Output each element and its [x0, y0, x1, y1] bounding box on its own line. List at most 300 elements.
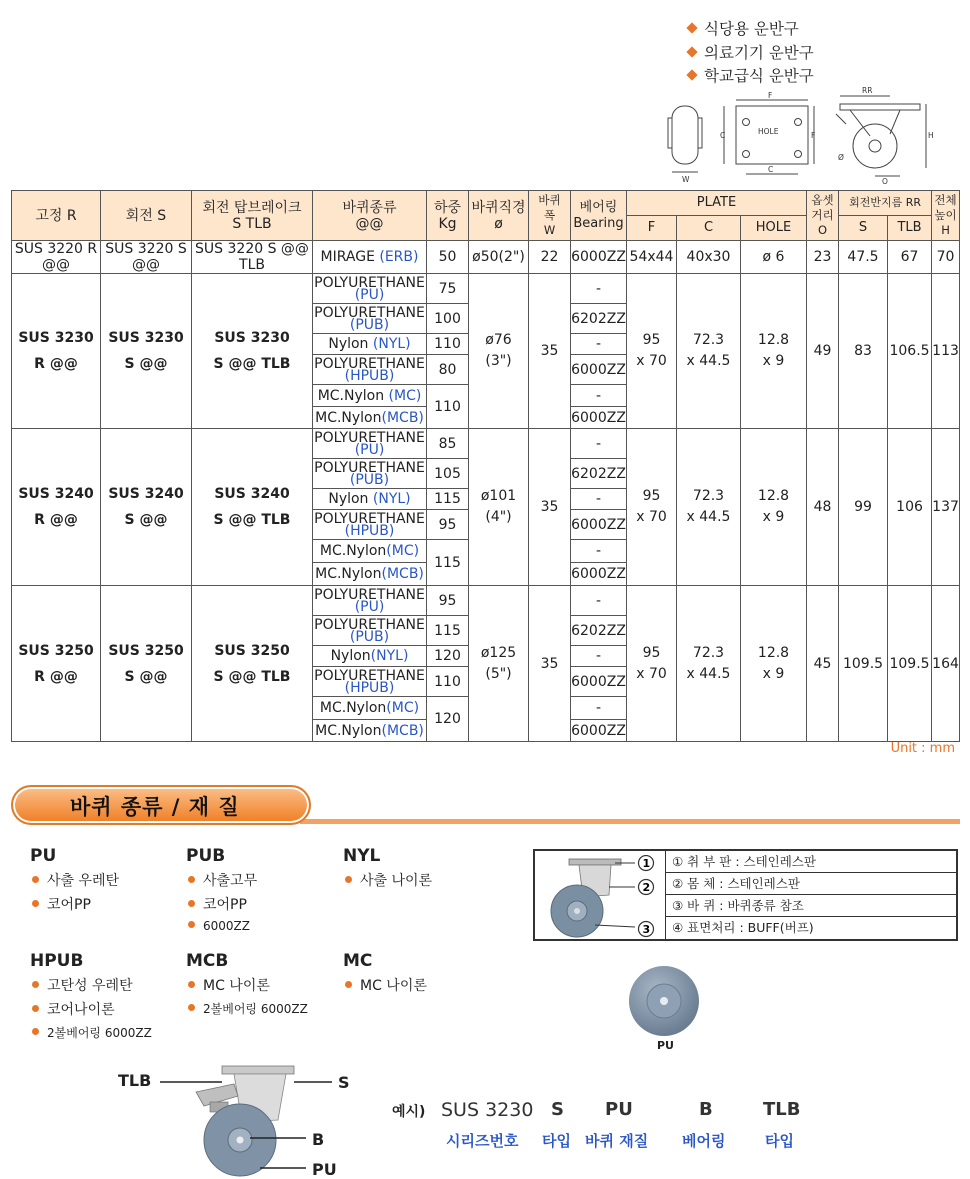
height-cell: 113: [932, 274, 960, 429]
header-plate-c: C: [677, 216, 741, 241]
radius-tlb-cell: 106.5: [888, 274, 932, 429]
wheel-name: POLYURETHANE: [314, 304, 425, 321]
header-wheel-type-code: @@: [355, 215, 384, 232]
bullet-icon: [188, 876, 195, 883]
plate-hole-1: 12.8: [757, 644, 790, 661]
header-height-1: 전체: [934, 193, 957, 207]
spec-table: [11, 190, 960, 742]
f-dim-label: F: [768, 91, 773, 100]
wheel-code: (NYL): [372, 491, 411, 507]
offset-cell: 48: [807, 429, 839, 586]
header-height: [932, 191, 960, 241]
material-code: PUB: [186, 846, 226, 866]
model-suffix: R @@: [34, 668, 78, 685]
model-code: SUS 3250: [108, 642, 184, 659]
callout-s: S: [338, 1073, 350, 1092]
material-code: MCB: [186, 951, 229, 971]
c-bottom-label: C: [768, 165, 774, 174]
model-suffix: R @@: [34, 512, 78, 528]
plate-c-cell: 40x30: [677, 241, 741, 274]
radius-tlb-cell: 67: [888, 241, 932, 274]
load-cell: 115: [427, 616, 469, 646]
plate-c-2: x 44.5: [686, 353, 731, 369]
bearing-cell: -: [571, 429, 627, 459]
plate-f-2: x 70: [636, 509, 667, 525]
material-pub: [186, 846, 257, 933]
diameter-value: ø125: [480, 644, 517, 661]
example-wheel: PU: [605, 1099, 633, 1120]
wheel-name: MC.Nylon: [315, 722, 382, 739]
plate-f-2: x 70: [636, 665, 667, 682]
height-cell: 164: [932, 586, 960, 742]
wheel-name: POLYURETHANE: [314, 459, 425, 476]
load-cell: 115: [427, 540, 469, 586]
model-code: SUS 3250: [18, 642, 94, 659]
wheel-cell: [313, 241, 427, 274]
header-plate-f: F: [627, 216, 677, 241]
wheel-cell: [313, 667, 427, 697]
model-s-cell: [101, 274, 192, 429]
material-item: 6000ZZ: [186, 919, 257, 933]
header-wheel-type: [313, 191, 427, 241]
model-tlb-cell: [192, 586, 313, 742]
wheel-cell: [313, 304, 427, 334]
header-radius-s: S: [839, 216, 888, 241]
bullet-icon: [32, 900, 39, 907]
header-offset: [807, 191, 839, 241]
material-item: 코어나이론: [30, 999, 152, 1019]
unit-note: Unit : mm: [890, 741, 955, 756]
bearing-cell: 6000ZZ: [571, 510, 627, 540]
header-plate: PLATE: [627, 191, 807, 216]
header-load-unit: Kg: [438, 215, 457, 232]
wheel-name: Nylon: [328, 336, 369, 352]
caster-dimension-drawing: [660, 84, 960, 184]
diameter-value: ø101: [480, 488, 517, 504]
header-swivel: 회전 S: [101, 191, 192, 241]
diameter-cell: [469, 274, 529, 429]
diameter-cell: ø50(2"): [469, 241, 529, 274]
material-item: 사출 나이론: [343, 870, 432, 890]
load-cell: 115: [427, 489, 469, 510]
load-cell: 120: [427, 646, 469, 667]
material-item: 2볼베어링 6000ZZ: [186, 1000, 308, 1017]
material-mc: [343, 951, 427, 995]
plate-hole-cell: [741, 274, 807, 429]
use-list: [683, 18, 814, 89]
radius-tlb-cell: 106: [888, 429, 932, 586]
use-item: 학교급식 운반구: [683, 65, 814, 89]
height-cell: 70: [932, 241, 960, 274]
material-hpub: [30, 951, 152, 1041]
wheel-name: POLYURETHANE: [314, 429, 425, 446]
table-row: [12, 586, 960, 616]
diameter-inch: (4"): [485, 509, 512, 525]
wheel-code: (HPUB): [344, 522, 395, 539]
header-diameter-sym: ø: [494, 215, 503, 232]
bullet-icon: [345, 876, 352, 883]
bearing-cell: 6202ZZ: [571, 459, 627, 489]
material-item: 사출 우레탄: [30, 870, 119, 890]
diameter-inch: (5"): [485, 665, 512, 682]
wheel-cell: [313, 407, 427, 429]
header-bearing-label: 베어링: [579, 199, 618, 215]
example-series-desc: 시리즈번호: [446, 1132, 519, 1150]
wheel-code: (MCB): [381, 566, 424, 582]
bearing-cell: -: [571, 385, 627, 407]
wheel-cell: [313, 563, 427, 586]
plate-f-cell: [627, 586, 677, 742]
model-suffix: S @@ TLB: [213, 512, 291, 528]
plate-c-cell: [677, 429, 741, 586]
bearing-cell: -: [571, 697, 627, 720]
load-cell: 75: [427, 274, 469, 304]
wheel-cell: [313, 274, 427, 304]
header-bearing-en: Bearing: [573, 215, 624, 231]
plate-c-1: 72.3: [692, 332, 725, 348]
use-item: 식당용 운반구: [683, 18, 814, 42]
radius-s-cell: 99: [839, 429, 888, 586]
plate-f-cell: [627, 274, 677, 429]
wheel-cell: [313, 489, 427, 510]
radius-s-cell: 109.5: [839, 586, 888, 742]
bearing-cell: -: [571, 334, 627, 355]
plate-hole-2: x 9: [762, 665, 785, 682]
example-tlb: TLB: [763, 1099, 801, 1120]
model-tlb-cell: SUS 3220 S @@ TLB: [192, 241, 313, 274]
wheel-name: MC.Nylon: [315, 566, 382, 582]
table-row: [12, 241, 960, 274]
wheel-code: (MC): [388, 387, 422, 404]
section-title: 바퀴 종류 / 재 질: [70, 795, 240, 819]
example-label: 예시): [392, 1104, 426, 1120]
callout-tlb: TLB: [118, 1071, 152, 1090]
material-code: HPUB: [30, 951, 84, 971]
radius-s-cell: 83: [839, 274, 888, 429]
example-bearing: B: [699, 1099, 713, 1120]
wheel-code: (NYL): [370, 648, 409, 664]
example-tlb-desc: 타입: [765, 1132, 794, 1150]
header-wheel-type-label: 바퀴종류: [342, 199, 397, 216]
wheel-cell: [313, 540, 427, 563]
wheel-code: (PUB): [349, 628, 390, 645]
model-code: SUS 3250: [214, 642, 290, 659]
wheel-code: (MC): [386, 543, 420, 559]
parts-row: ① 취 부 판 : 스테인레스판: [666, 851, 956, 873]
width-cell: 22: [529, 241, 571, 274]
bullet-icon: [188, 900, 195, 907]
wheel-cell: [313, 697, 427, 720]
material-item: 2볼베어링 6000ZZ: [30, 1024, 152, 1041]
bearing-cell: 6000ZZ: [571, 407, 627, 429]
wheel-name: Nylon: [328, 491, 369, 507]
model-s-cell: [101, 429, 192, 586]
o-dim-label: O: [882, 177, 888, 184]
example-bearing-desc: 베어링: [682, 1132, 726, 1150]
wheel-cell: [313, 646, 427, 667]
callout-3: 3: [642, 923, 651, 936]
wheel-cell: [313, 510, 427, 540]
header-offset-3: O: [817, 223, 828, 237]
offset-cell: 45: [807, 586, 839, 742]
bullet-icon: [32, 876, 39, 883]
wheel-name: MIRAGE: [320, 249, 375, 265]
bearing-cell: -: [571, 540, 627, 563]
load-cell: 110: [427, 667, 469, 697]
section-divider: [300, 819, 960, 824]
parts-legend: [665, 851, 956, 939]
header-load-label: 하중: [433, 199, 462, 216]
header-diameter-label: 바퀴직경: [471, 199, 526, 216]
bearing-cell: 6000ZZ: [571, 241, 627, 274]
model-code: SUS 3230: [214, 330, 290, 346]
plate-hole-cell: ø 6: [741, 241, 807, 274]
model-s-cell: SUS 3220 S @@: [101, 241, 192, 274]
model-tlb-cell: [192, 429, 313, 586]
load-cell: 105: [427, 459, 469, 489]
caster-parts-image: [539, 855, 663, 939]
wheel-cell: [313, 616, 427, 646]
wheel-name: POLYURETHANE: [314, 616, 425, 633]
load-cell: 100: [427, 304, 469, 334]
example-type-desc: 타입: [542, 1132, 571, 1150]
material-nyl: [343, 846, 432, 890]
bearing-cell: 6000ZZ: [571, 720, 627, 742]
model-code: SUS 3240: [18, 486, 94, 502]
use-item: 의료기기 운반구: [683, 42, 814, 66]
plate-c-1: 72.3: [692, 488, 725, 504]
material-code: MC: [343, 951, 373, 971]
height-cell: 137: [932, 429, 960, 586]
diameter-cell: [469, 586, 529, 742]
wheel-code: (MCB): [381, 409, 424, 426]
wheel-name: MC.Nylon: [317, 387, 385, 404]
model-suffix: R @@: [34, 356, 78, 372]
bullet-icon: [32, 1028, 39, 1035]
header-width: [529, 191, 571, 241]
header-diameter: [469, 191, 529, 241]
wheel-name: Nylon: [330, 648, 371, 664]
header-brake-code: S TLB: [232, 215, 272, 232]
table-row: [12, 274, 960, 304]
wheel-code: (MC): [386, 700, 420, 716]
material-item: 고탄성 우레탄: [30, 975, 152, 995]
model-r-cell: SUS 3220 R @@: [12, 241, 101, 274]
plate-hole-1: 12.8: [757, 332, 790, 348]
diameter-cell: [469, 429, 529, 586]
rr-dim-label: RR: [862, 86, 873, 95]
wheel-cell: [313, 459, 427, 489]
plate-c-1: 72.3: [692, 644, 725, 661]
wheel-code: (ERB): [379, 249, 419, 265]
plate-f-2: x 70: [636, 353, 667, 369]
plate-f-1: 95: [642, 644, 661, 661]
diameter-value: ø76: [485, 332, 512, 348]
radius-tlb-cell: 109.5: [888, 586, 932, 742]
wheel-code: (PU): [354, 598, 385, 615]
bearing-cell: -: [571, 646, 627, 667]
plate-f-cell: 54x44: [627, 241, 677, 274]
header-height-2: 높이: [934, 208, 957, 222]
wheel-code: (NYL): [372, 336, 411, 352]
bullet-icon: [32, 1005, 39, 1012]
header-offset-2: 거리: [811, 208, 834, 222]
model-suffix: S @@ TLB: [213, 668, 291, 685]
wheel-cell: [313, 586, 427, 616]
c-dim-label: C: [720, 131, 726, 140]
wheel-name: POLYURETHANE: [314, 274, 425, 291]
plate-c-2: x 44.5: [686, 509, 731, 525]
load-cell: 110: [427, 385, 469, 429]
wheel-name: POLYURETHANE: [314, 510, 425, 527]
wheel-name: MC.Nylon: [319, 543, 387, 559]
header-plate-hole: HOLE: [741, 216, 807, 241]
wheel-cell: [313, 334, 427, 355]
plate-hole-2: x 9: [762, 353, 785, 369]
material-item: 코어PP: [186, 894, 257, 914]
plate-c-2: x 44.5: [686, 665, 731, 682]
plate-f-1: 95: [642, 488, 661, 504]
plate-f-cell: [627, 429, 677, 586]
header-bearing: [571, 191, 627, 241]
wheel-name: POLYURETHANE: [314, 586, 425, 603]
material-item: 사출고무: [186, 870, 257, 890]
header-height-3: H: [941, 223, 950, 237]
header-width-1: 바퀴: [538, 193, 561, 207]
width-cell: 35: [529, 429, 571, 586]
h-dim-label: H: [928, 131, 934, 140]
load-cell: 95: [427, 510, 469, 540]
wheel-code: (HPUB): [344, 679, 395, 696]
pu-wheel-image: [626, 964, 702, 1040]
material-item: MC 나이론: [186, 975, 308, 995]
wheel-code: (MCB): [381, 722, 424, 739]
wheel-name: POLYURETHANE: [314, 667, 425, 684]
diameter-label: Ø: [838, 153, 844, 162]
model-r-cell: [12, 429, 101, 586]
model-r-cell: [12, 274, 101, 429]
bullet-icon: [32, 981, 39, 988]
plate-hole-cell: [741, 429, 807, 586]
load-cell: 120: [427, 697, 469, 742]
plate-c-cell: [677, 274, 741, 429]
table-row: [12, 429, 960, 459]
parts-legend-box: [533, 849, 958, 941]
header-brake-label: 회전 탑브레이크: [202, 199, 302, 216]
callout-pu: PU: [312, 1160, 337, 1179]
material-code: NYL: [343, 846, 381, 866]
load-cell: 85: [427, 429, 469, 459]
model-s-cell: [101, 586, 192, 742]
callout-2: 2: [642, 881, 651, 894]
load-cell: 95: [427, 586, 469, 616]
wheel-code: (PUB): [349, 471, 390, 488]
width-cell: 35: [529, 586, 571, 742]
parts-row: ② 몸 체 : 스테인레스판: [666, 873, 956, 895]
material-item: MC 나이론: [343, 975, 427, 995]
wheel-cell: [313, 429, 427, 459]
header-radius: 회전반지름 RR: [839, 191, 932, 216]
header-fixed: 고정 R: [12, 191, 101, 241]
bullet-icon: [188, 981, 195, 988]
parts-row: ③ 바 퀴 : 바퀴종류 참조: [666, 895, 956, 917]
width-cell: 35: [529, 274, 571, 429]
example-series: SUS 3230: [441, 1099, 534, 1121]
header-row: [12, 191, 960, 216]
diamond-bullet-icon: [686, 69, 697, 80]
material-code: PU: [30, 846, 57, 866]
header-width-3: W: [543, 223, 556, 237]
header-offset-1: 옵셋: [811, 193, 834, 207]
w-dim-label: W: [682, 175, 690, 184]
model-code: SUS 3230: [108, 330, 184, 346]
plate-f-1: 95: [642, 332, 661, 348]
model-tlb-cell: [192, 274, 313, 429]
plate-hole-cell: [741, 586, 807, 742]
bearing-cell: -: [571, 489, 627, 510]
bearing-cell: 6202ZZ: [571, 616, 627, 646]
bearing-cell: -: [571, 274, 627, 304]
wheel-code: (PU): [354, 286, 385, 303]
wheel-name: MC.Nylon: [315, 409, 382, 426]
material-pu: [30, 846, 119, 914]
model-code: SUS 3240: [214, 486, 290, 502]
diameter-inch: (3"): [485, 353, 512, 369]
wheel-name: MC.Nylon: [319, 700, 387, 716]
header-radius-tlb: TLB: [888, 216, 932, 241]
wheel-code: (PU): [354, 441, 385, 458]
header-brake: [192, 191, 313, 241]
offset-cell: 23: [807, 241, 839, 274]
bullet-icon: [188, 1004, 195, 1011]
example-wheel-desc: 바퀴 재질: [585, 1132, 649, 1150]
material-item: 코어PP: [30, 894, 119, 914]
wheel-cell: [313, 385, 427, 407]
bullet-icon: [188, 921, 195, 928]
wheel-code: (HPUB): [344, 367, 395, 384]
wheel-cell: [313, 720, 427, 742]
wheel-cell: [313, 355, 427, 385]
plate-c-cell: [677, 586, 741, 742]
model-suffix: S @@: [124, 512, 168, 528]
wheel-code: (PUB): [349, 316, 390, 333]
plate-hole-1: 12.8: [757, 488, 790, 504]
model-r-cell: [12, 586, 101, 742]
pu-wheel-label: PU: [657, 1039, 674, 1052]
callout-1: 1: [642, 857, 651, 870]
bearing-cell: 6000ZZ: [571, 563, 627, 586]
bearing-cell: 6000ZZ: [571, 355, 627, 385]
bullet-icon: [345, 981, 352, 988]
header-load: [427, 191, 469, 241]
hole-label: HOLE: [758, 127, 779, 136]
material-mcb: [186, 951, 308, 1017]
example-type: S: [551, 1099, 564, 1120]
callout-b: B: [312, 1130, 325, 1149]
f-side-label: F: [811, 131, 816, 140]
load-cell: 110: [427, 334, 469, 355]
parts-row: ④ 표면처리 : BUFF(버프): [672, 920, 814, 935]
load-cell: 80: [427, 355, 469, 385]
model-suffix: S @@ TLB: [213, 356, 291, 372]
wheel-name: POLYURETHANE: [314, 355, 425, 372]
offset-cell: 49: [807, 274, 839, 429]
bearing-cell: 6202ZZ: [571, 304, 627, 334]
model-code: SUS 3230: [18, 330, 94, 346]
model-code: SUS 3240: [108, 486, 184, 502]
bearing-cell: 6000ZZ: [571, 667, 627, 697]
diamond-bullet-icon: [686, 22, 697, 33]
